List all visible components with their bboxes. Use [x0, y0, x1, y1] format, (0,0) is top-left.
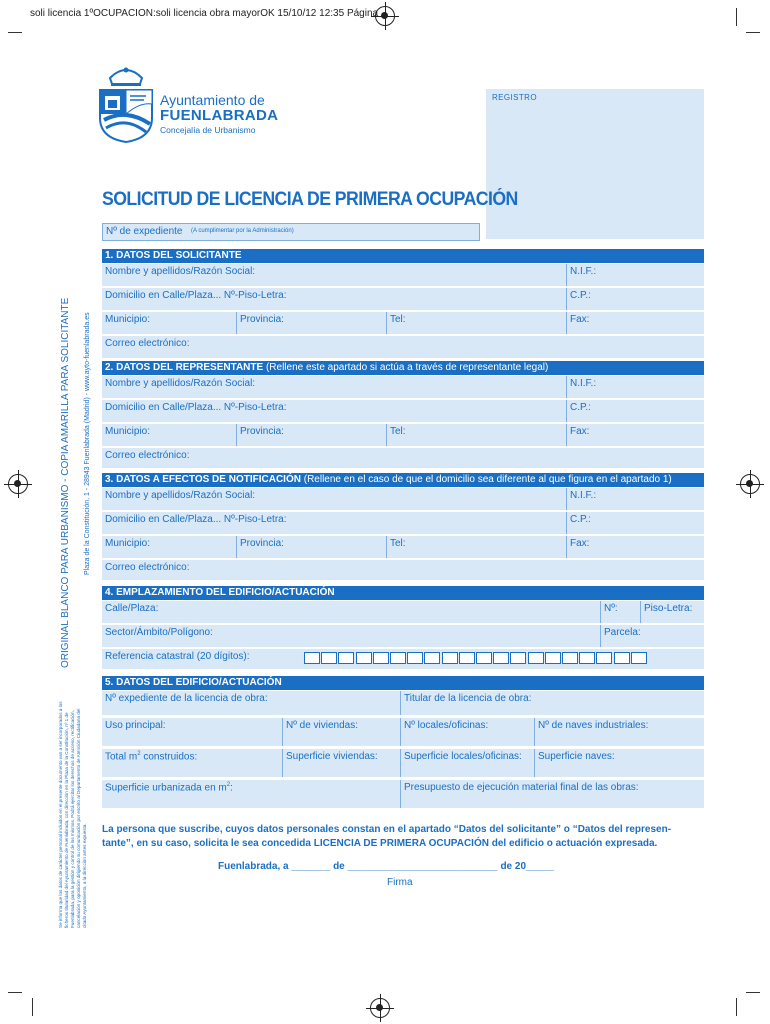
- registro-label: REGISTRO: [492, 93, 537, 102]
- crop-mark: [32, 998, 33, 1016]
- catastral-digit-box[interactable]: [459, 652, 475, 664]
- sec3-fax-field[interactable]: Fax:: [566, 536, 704, 558]
- sec1-nombre-field[interactable]: Nombre y apellidos/Razón Social:: [105, 266, 256, 277]
- catastral-digit-box[interactable]: [545, 652, 561, 664]
- sec2-row-municipio: [102, 424, 704, 446]
- sec2-fax-field[interactable]: Fax:: [566, 424, 704, 446]
- sec5-locales-field[interactable]: Nº locales/oficinas:: [400, 718, 534, 746]
- crop-mark: [736, 998, 737, 1016]
- sec5-row-2: [102, 718, 704, 746]
- sec4-num-field[interactable]: Nº:: [600, 601, 640, 623]
- print-header: soli licencia 1ºOCUPACION:soli licencia obra mayorOK 15/10/12 12:35 Página: [30, 8, 379, 19]
- sec2-provincia-field[interactable]: Provincia:: [236, 424, 386, 446]
- sec1-nif-field[interactable]: N.I.F.:: [566, 264, 704, 286]
- sec1-tel-field[interactable]: Tel:: [386, 312, 566, 334]
- sec5-sup-urbanizada-field[interactable]: Superficie urbanizada en $m^2$:: [105, 782, 233, 794]
- catastral-digit-box[interactable]: [562, 652, 578, 664]
- catastral-digit-box[interactable]: [373, 652, 389, 664]
- sec5-sup-viviendas-field[interactable]: Superficie viviendas:: [282, 749, 400, 777]
- sec2-nombre-field[interactable]: Nombre y apellidos/Razón Social:: [105, 378, 256, 389]
- crop-mark: [8, 32, 22, 33]
- sec2-cp-field[interactable]: C.P.:: [566, 400, 704, 422]
- catastral-digit-box[interactable]: [442, 652, 458, 664]
- declaration-line-1: La persona que suscribe, cuyos datos personales constan en el apartado “Datos del solicitante” o “Datos del represen-: [102, 824, 672, 835]
- catastral-digit-box[interactable]: [493, 652, 509, 664]
- sec3-row-municipio: [102, 536, 704, 558]
- catastral-digit-box[interactable]: [510, 652, 526, 664]
- sec1-row-correo: [102, 336, 704, 358]
- sec2-tel-field[interactable]: Tel:: [386, 424, 566, 446]
- sec2-correo-field[interactable]: Correo electrónico:: [105, 450, 190, 461]
- expediente-field[interactable]: [102, 223, 480, 241]
- crop-mark: [746, 992, 760, 993]
- sec1-domicilio-field[interactable]: Domicilio en Calle/Plaza... Nº-Piso-Letra:: [105, 290, 287, 301]
- declaration-line-2: tante”, en su caso, solicita le sea concedida LICENCIA DE PRIMERA OCUPACIÓN del edificio o actuación expresada.: [102, 838, 658, 849]
- crop-mark: [736, 8, 737, 26]
- sec2-row-correo: [102, 448, 704, 468]
- section-4-header: 4. EMPLAZAMIENTO DEL EDIFICIO/ACTUACIÓN: [102, 586, 704, 600]
- sec3-municipio-field[interactable]: Municipio:: [105, 538, 151, 549]
- section-1-header: 1. DATOS DEL SOLICITANTE: [102, 249, 704, 263]
- signature-label: Firma: [387, 877, 413, 888]
- sec5-sup-naves-field[interactable]: Superficie naves:: [534, 749, 704, 777]
- sec5-presupuesto-field[interactable]: Presupuesto de ejecución material final de las obras:: [400, 780, 704, 808]
- expediente-label: Nº de expediente: [106, 226, 183, 237]
- sec3-row-domicilio: [102, 512, 704, 534]
- side-copy-notice: ORIGINAL BLANCO PARA URBANISMO - COPIA AMARILLA PARA SOLICITANTE: [60, 297, 71, 668]
- sec5-naves-field[interactable]: Nº de naves industriales:: [534, 718, 704, 746]
- logo-line-2: FUENLABRADA: [160, 107, 279, 124]
- sec2-row-nombre: [102, 376, 704, 398]
- side-legal-notice: Se informa que los datos de carácter personal incluidos en el presente documento van a ser incorporados a los ficheros titularidad del Ayuntamiento de Fuenlabrada, con dirección en la Plaza de la Constitución, nº 1 de Fuenlabrada, para la gestión y control de los mismos. Podrá ejercitar los derechos de acceso, rectificación, cancelación y oposición dirigiendo su comunicación por escrito al Departamento de Atención Ciudadana del citado Ayuntamiento, a la dirección antes expuesta.: [58, 701, 87, 928]
- sec3-tel-field[interactable]: Tel:: [386, 536, 566, 558]
- registration-mark-icon: [8, 474, 28, 494]
- catastral-digit-box[interactable]: [596, 652, 612, 664]
- catastral-digit-box[interactable]: [614, 652, 630, 664]
- sec5-expediente-obra-field[interactable]: Nº expediente de la licencia de obra:: [105, 693, 268, 704]
- city-logo-text: [160, 92, 278, 136]
- catastral-digit-box[interactable]: [407, 652, 423, 664]
- catastral-digit-box[interactable]: [631, 652, 647, 664]
- crop-mark: [746, 32, 760, 33]
- sec5-viviendas-field[interactable]: Nº de viviendas:: [282, 718, 400, 746]
- sec4-row-catastral: [102, 649, 704, 669]
- city-shield-icon: [96, 64, 156, 144]
- catastral-digit-box[interactable]: [579, 652, 595, 664]
- sec4-piso-field[interactable]: Piso-Letra:: [640, 601, 704, 623]
- sec3-row-correo: [102, 560, 704, 580]
- date-line[interactable]: Fuenlabrada, a _______ de ___________________________ de 20_____: [218, 861, 554, 872]
- logo-line-1: Ayuntamiento de: [160, 92, 265, 108]
- catastral-digit-box[interactable]: [356, 652, 372, 664]
- sec2-domicilio-field[interactable]: Domicilio en Calle/Plaza... Nº-Piso-Letra:: [105, 402, 287, 413]
- registration-mark-icon: [370, 998, 390, 1018]
- section-5-header: 5. DATOS DEL EDIFICIO/ACTUACIÓN: [102, 676, 704, 690]
- sec1-provincia-field[interactable]: Provincia:: [236, 312, 386, 334]
- expediente-note: (A cumplimentar por la Administración): [191, 228, 294, 234]
- sec4-sector-field[interactable]: Sector/Ámbito/Polígono:: [105, 627, 213, 638]
- sec1-row-municipio: [102, 312, 704, 334]
- sec4-parcela-field[interactable]: Parcela:: [600, 625, 704, 647]
- catastral-digit-box[interactable]: [338, 652, 354, 664]
- side-address: Plaza de la Constitución, 1 - 28943 Fuenlabrada (Madrid) - www.ayto-fuenlabrada.es: [84, 312, 91, 575]
- sec5-total-field[interactable]: Total $m^2$ construidos:: [105, 751, 198, 763]
- sec2-row-domicilio: [102, 400, 704, 422]
- sec3-nombre-field[interactable]: Nombre y apellidos/Razón Social:: [105, 490, 256, 501]
- sec1-fax-field[interactable]: Fax:: [566, 312, 704, 334]
- sec5-titular-field[interactable]: Titular de la licencia de obra:: [400, 691, 704, 715]
- sec2-nif-field[interactable]: N.I.F.:: [566, 376, 704, 398]
- catastral-digit-box[interactable]: [424, 652, 440, 664]
- sec5-sup-locales-field[interactable]: Superficie locales/oficinas:: [400, 749, 534, 777]
- sec1-row-domicilio: [102, 288, 704, 310]
- logo-line-3: Concejalía de Urbanismo: [160, 125, 256, 135]
- sec1-municipio-field[interactable]: Municipio:: [105, 314, 151, 325]
- registro-box: [486, 89, 704, 239]
- catastral-digit-box[interactable]: [390, 652, 406, 664]
- crop-mark: [8, 992, 22, 993]
- sec4-row-calle: [102, 601, 704, 623]
- declaration-text: [102, 823, 704, 851]
- page-title: SOLICITUD DE LICENCIA DE PRIMERA OCUPACIÓN: [102, 189, 518, 210]
- catastral-digit-box[interactable]: [476, 652, 492, 664]
- catastral-digit-box[interactable]: [528, 652, 544, 664]
- catastral-digit-box[interactable]: [321, 652, 337, 664]
- sec4-row-sector: [102, 625, 704, 647]
- registration-mark-icon: [375, 6, 395, 26]
- catastral-digit-box[interactable]: [304, 652, 320, 664]
- sec3-row-nombre: [102, 488, 704, 510]
- sec2-municipio-field[interactable]: Municipio:: [105, 426, 151, 437]
- sec5-row-4: [102, 780, 704, 808]
- sec1-row-nombre: [102, 264, 704, 286]
- sec3-correo-field[interactable]: Correo electrónico:: [105, 562, 190, 573]
- sec3-domicilio-field[interactable]: Domicilio en Calle/Plaza... Nº-Piso-Letra:: [105, 514, 287, 525]
- sec1-correo-field[interactable]: Correo electrónico:: [105, 338, 190, 349]
- section-2-header: 2. DATOS DEL REPRESENTANTE (Rellene este apartado si actúa a través de representante legal): [102, 361, 704, 375]
- sec4-catastral-label: Referencia catastral (20 dígitos):: [105, 651, 250, 662]
- section-3-header: 3. DATOS A EFECTOS DE NOTIFICACIÓN (Rellene en el caso de que el domicilio sea diferente al que figura en el apartado 1): [102, 473, 704, 487]
- sec5-row-3: [102, 749, 704, 777]
- registration-mark-icon: [740, 474, 760, 494]
- sec3-nif-field[interactable]: N.I.F.:: [566, 488, 704, 510]
- sec4-calle-field[interactable]: Calle/Plaza:: [105, 603, 159, 614]
- sec3-cp-field[interactable]: C.P.:: [566, 512, 704, 534]
- sec1-cp-field[interactable]: C.P.:: [566, 288, 704, 310]
- sec5-uso-field[interactable]: Uso principal:: [105, 720, 166, 731]
- sec3-provincia-field[interactable]: Provincia:: [236, 536, 386, 558]
- sec5-row-1: [102, 691, 704, 715]
